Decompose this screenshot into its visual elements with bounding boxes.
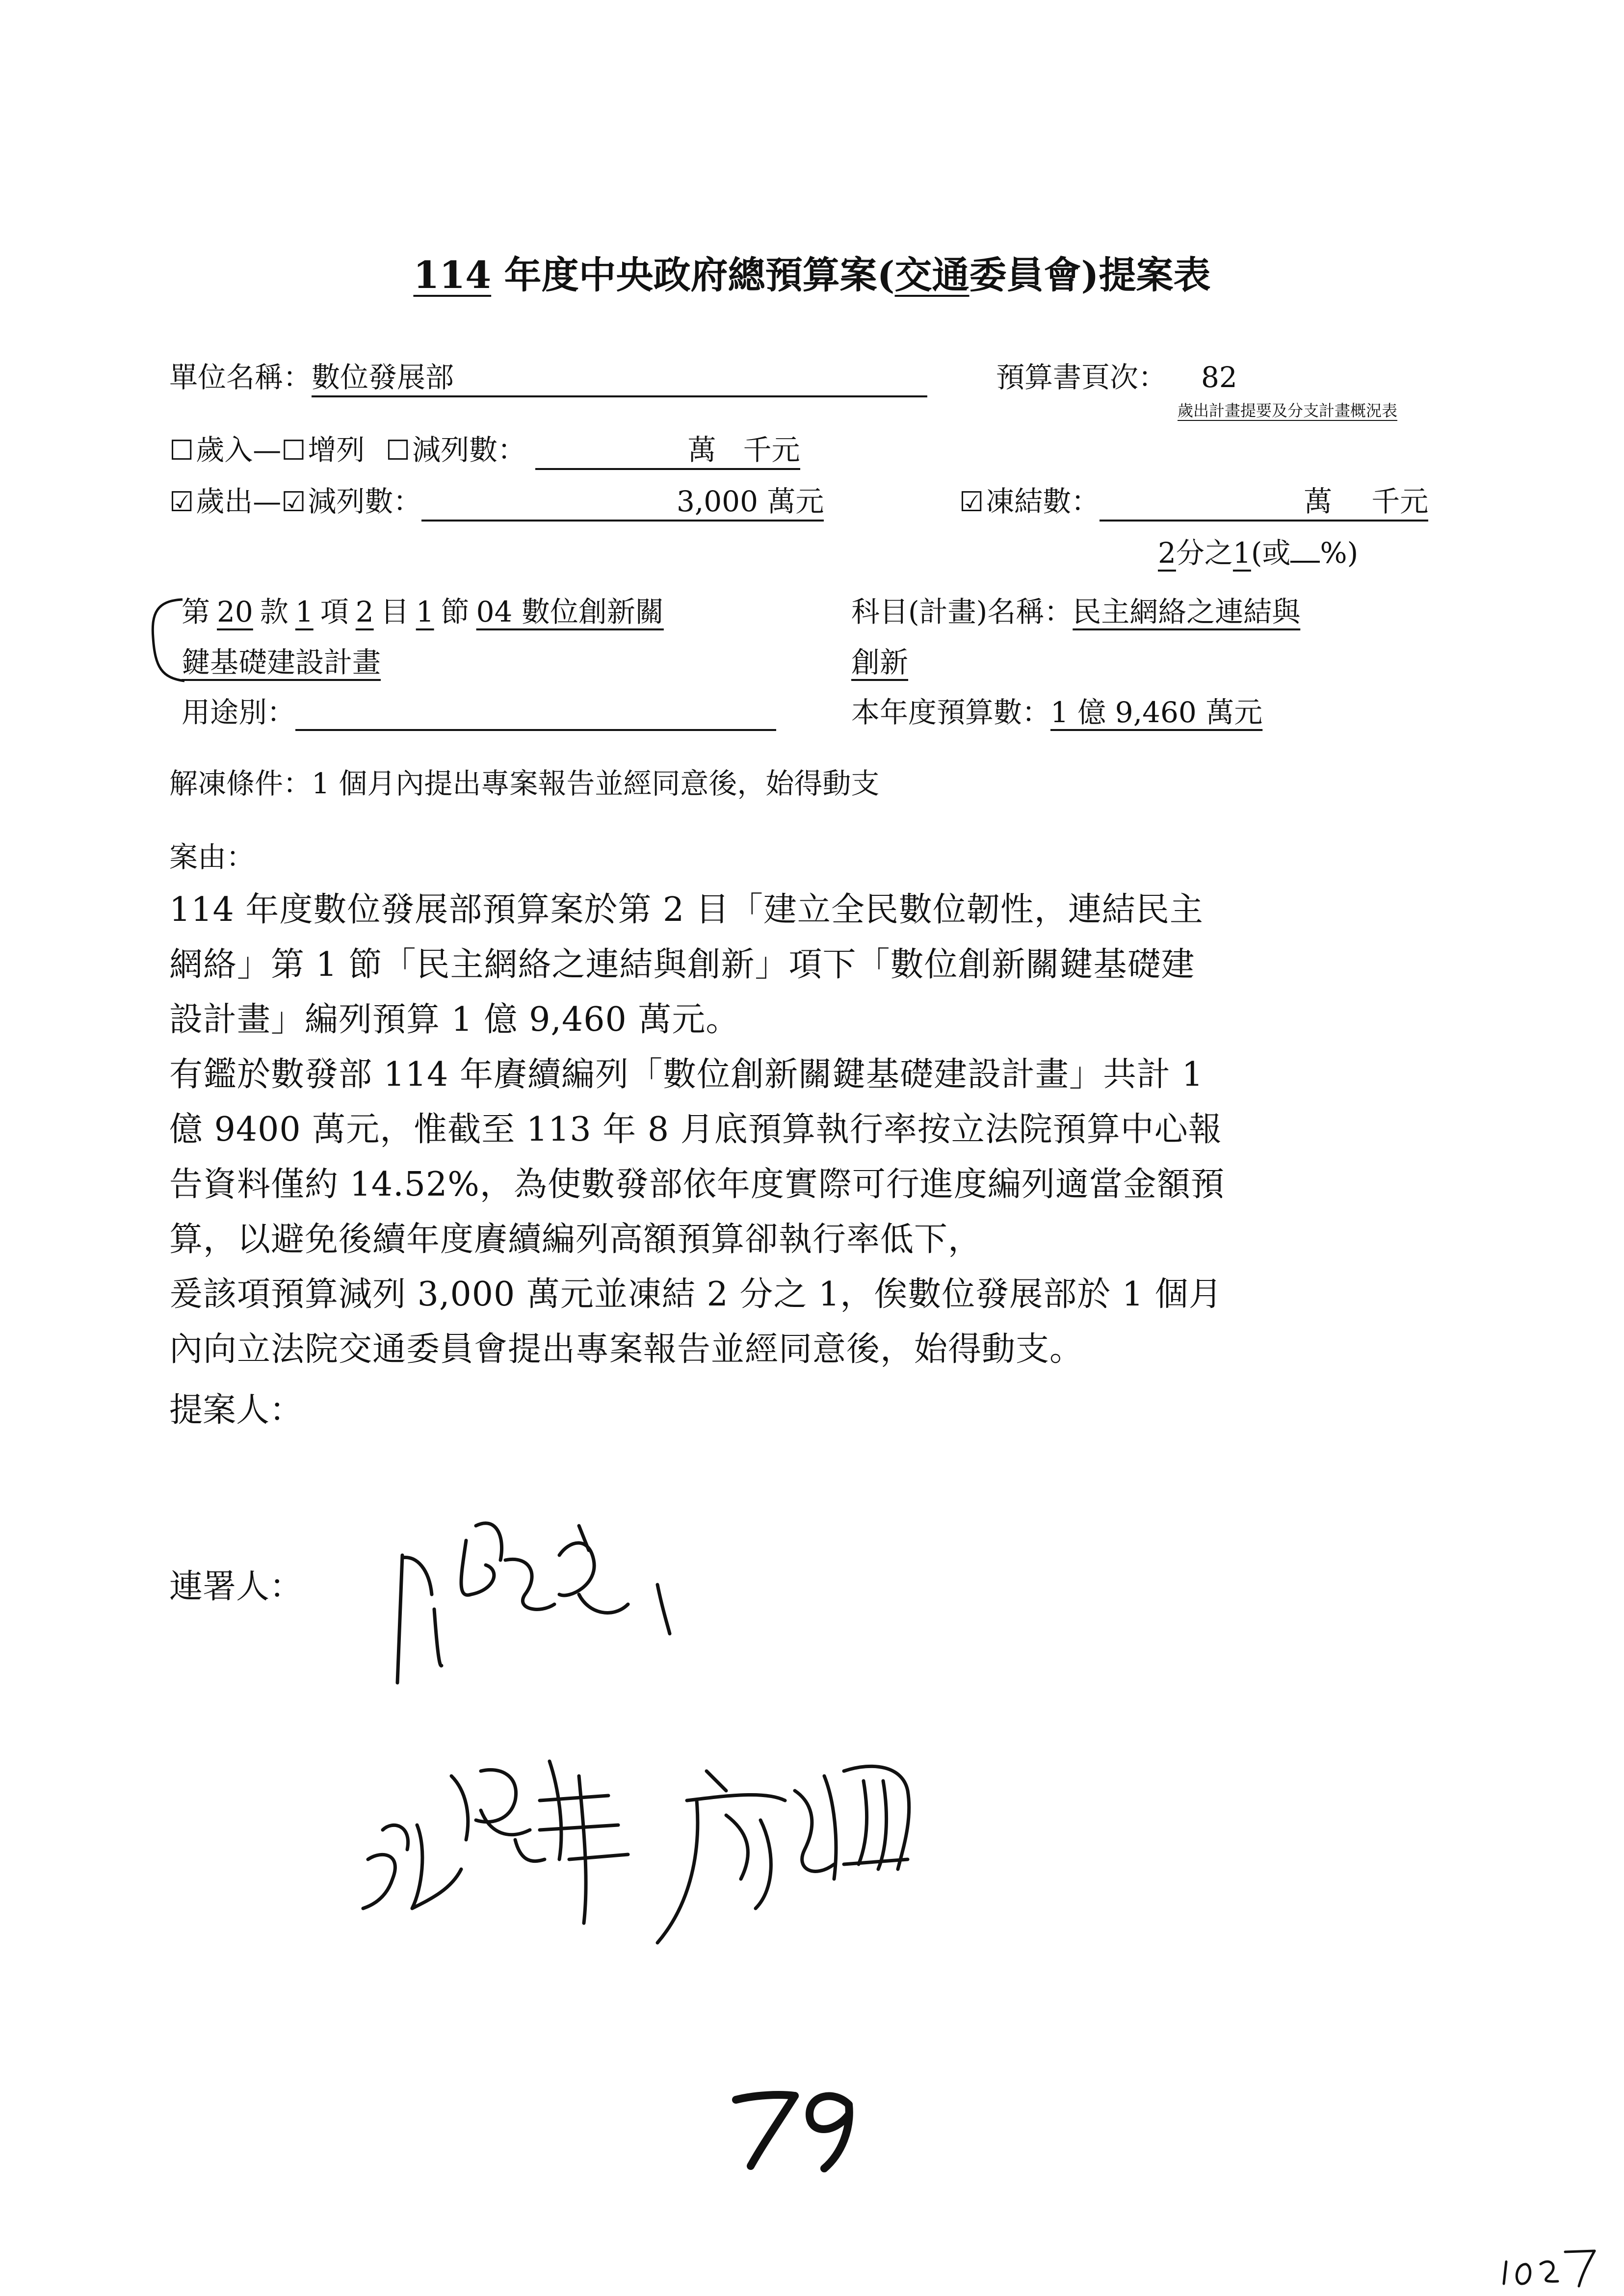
budget-row — [851, 689, 1262, 731]
expenditure-label: 歲出— — [196, 485, 282, 518]
item-xiang: 1 — [295, 595, 314, 628]
freeze-row — [959, 478, 1428, 522]
unfreeze-label: 解凍條件： — [169, 767, 312, 800]
reason-line-3: 設計畫」編列預算 1 億 9,460 萬元。 — [169, 1000, 740, 1039]
page-ref-row — [996, 354, 1237, 395]
page-ref-label: 預算書頁次： — [996, 361, 1167, 394]
freeze-percent-field — [1290, 561, 1320, 563]
signature-1 — [383, 1496, 726, 1702]
revenue-unit-wan: 萬 — [687, 433, 716, 467]
revenue-label: 歲入— — [196, 433, 282, 467]
title-mid: 年度中央政府總預算案( — [491, 253, 895, 297]
item-kuan-label: 款 — [260, 595, 288, 628]
freeze-checkbox: ☑ — [959, 486, 984, 518]
decrease-checkbox: ☐ — [385, 435, 411, 467]
subject-label: 科目(計畫)名稱： — [851, 595, 1073, 628]
usage-row — [182, 689, 776, 731]
unit-row — [169, 354, 927, 397]
increase-label: 增列 — [308, 433, 365, 467]
page-title — [0, 245, 1624, 299]
page-ref-note: 歲出計畫提要及分支計畫概況表 — [1178, 401, 1398, 420]
usage-field — [295, 696, 776, 731]
expenditure-decrease-checkbox: ☑ — [281, 486, 306, 518]
expenditure-amount: 3,000 — [676, 485, 758, 518]
freeze-frac-den: 1 — [1232, 536, 1251, 570]
item-prefix: 第 — [182, 595, 210, 628]
reason-line-7: 算，以避免後續年度賡續編列高額預算卻執行率低下， — [169, 1220, 982, 1259]
item-mu: 2 — [355, 595, 374, 628]
freeze-label: 凍結數： — [986, 485, 1100, 518]
title-committee: 交通 — [894, 253, 969, 297]
freeze-amount-field — [1100, 478, 1428, 522]
freeze-frac-mid: 分之 — [1176, 536, 1233, 570]
handwritten-corner-number — [1496, 2242, 1604, 2289]
title-year: 114 — [413, 253, 492, 297]
item-jie-label: 節 — [441, 595, 470, 628]
bracket-mark — [142, 594, 186, 692]
expenditure-row — [169, 478, 824, 522]
reason-line-2: 網絡」第 1 節「民主網絡之連結與創新」項下「數位創新關鍵基礎建 — [169, 945, 1195, 984]
freeze-fraction — [1158, 530, 1358, 571]
reason-line-8: 爰該項預算減列 3,000 萬元並凍結 2 分之 1，俟數位發展部於 1 個月 — [169, 1275, 1223, 1314]
item-mu-label: 目 — [380, 595, 409, 628]
increase-checkbox: ☐ — [281, 435, 306, 467]
reason-label: 案由： — [169, 840, 255, 874]
cosigner-label: 連署人： — [169, 1567, 303, 1606]
subject-row — [851, 589, 1300, 630]
item-xiang-label: 項 — [320, 595, 349, 628]
proposer-label: 提案人： — [169, 1391, 303, 1430]
revenue-row — [169, 427, 800, 470]
revenue-checkbox: ☐ — [169, 435, 194, 467]
item-kuan: 20 — [217, 595, 253, 628]
budget-label: 本年度預算數： — [851, 696, 1051, 729]
signature-2 — [353, 1702, 1040, 1957]
unit-label: 單位名稱： — [169, 361, 312, 394]
budget-value: 1 億 9,460 萬元 — [1050, 696, 1263, 729]
revenue-unit-qian: 千元 — [743, 433, 800, 467]
handwritten-page-number — [716, 2080, 873, 2178]
freeze-frac-open: (或 — [1251, 536, 1291, 570]
freeze-unit-qian: 千元 — [1371, 485, 1429, 518]
unit-field — [312, 354, 927, 397]
item-name-line1: 04 數位創新關 — [476, 595, 664, 628]
expenditure-decrease-label: 減列數： — [308, 485, 422, 518]
unfreeze-value: 1 個月內提出專案報告並經同意後，始得動支 — [312, 767, 880, 800]
subject-line1: 民主網絡之連結與 — [1073, 595, 1301, 628]
expenditure-checkbox: ☑ — [169, 486, 194, 518]
revenue-amount-field — [535, 427, 800, 470]
unit-value: 數位發展部 — [312, 361, 454, 394]
freeze-unit-wan: 萬 — [1304, 485, 1333, 518]
freeze-frac-num: 2 — [1158, 536, 1176, 570]
item-line-1 — [182, 589, 664, 630]
expenditure-amount-field — [421, 478, 824, 522]
reason-line-5: 億 9400 萬元，惟截至 113 年 8 月底預算執行率按立法院預算中心報 — [169, 1110, 1222, 1149]
item-name-line2: 鍵基礎建設計畫 — [182, 646, 381, 679]
expenditure-unit: 萬元 — [767, 485, 824, 518]
page-ref-value: 82 — [1201, 361, 1237, 394]
subject-line2: 創新 — [851, 646, 909, 679]
title-tail: 委員會)提案表 — [969, 253, 1211, 297]
item-jie: 1 — [416, 595, 434, 628]
reason-line-4: 有鑑於數發部 114 年賡續編列「數位創新關鍵基礎建設計畫」共計 1 — [169, 1055, 1204, 1094]
unfreeze-row — [169, 760, 879, 802]
usage-label: 用途別： — [182, 696, 296, 729]
reason-line-6: 告資料僅約 14.52%，為使數發部依年度實際可行進度編列適當金額預 — [169, 1165, 1225, 1204]
freeze-frac-close: %) — [1320, 536, 1359, 570]
decrease-label: 減列數： — [412, 433, 526, 467]
reason-line-1: 114 年度數位發展部預算案於第 2 目「建立全民數位韌性，連結民主 — [169, 890, 1204, 929]
reason-line-9: 內向立法院交通委員會提出專案報告並經同意後，始得動支。 — [169, 1330, 1084, 1369]
